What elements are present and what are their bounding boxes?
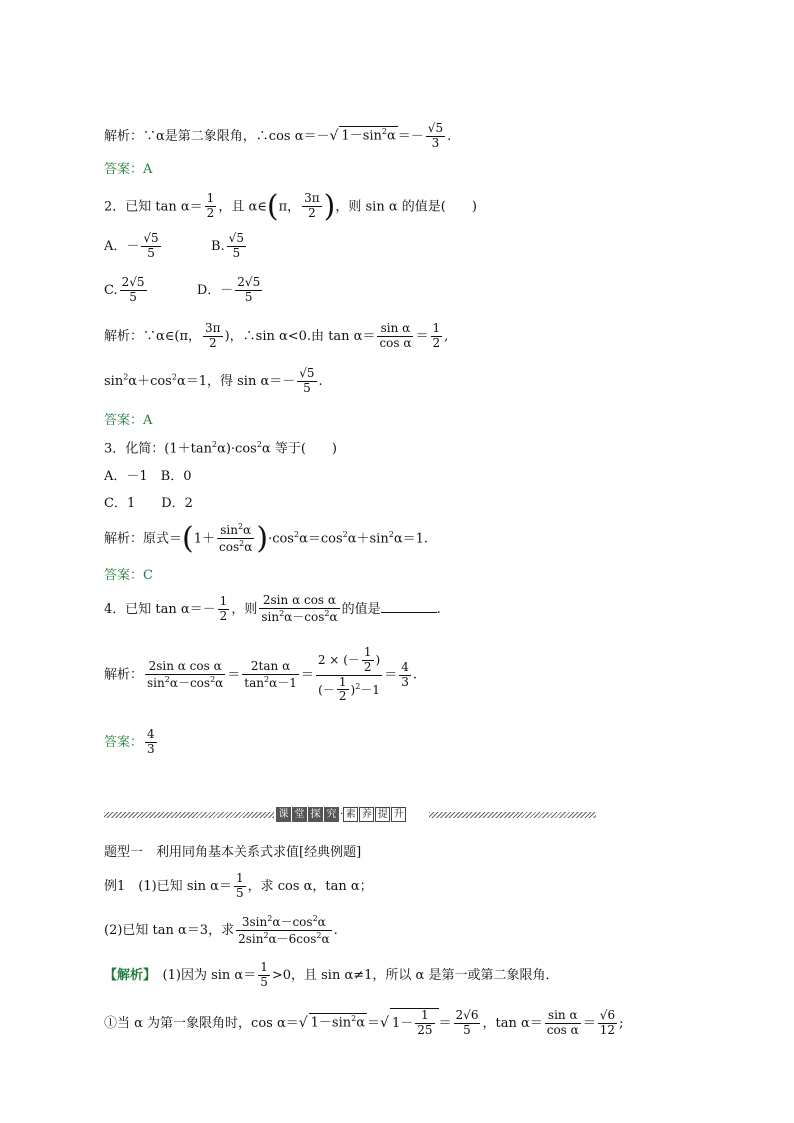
answer-value: A (143, 162, 153, 177)
text: ∵α是第二象限角，∴cos α＝－ (143, 128, 330, 144)
solution-example-1-case1: ①当 α 为第一象限角时，cos α＝√ $1-\sin^2\alpha$ ＝√ 1－ $\frac{1}{25}$ ＝ $\frac{2√6}{5}$ ，tan α＝ $\frac{\text{sin α}}{\text{cos α}}$ ＝ $\frac{√6}{12}$ ; (104, 1008, 624, 1037)
example-1-part1: 例1 (1)已知 sin α＝ $\frac{1}{5}$ ，求 cos α，tan α； (104, 871, 373, 900)
option-b: B. (210, 238, 225, 254)
analysis-tag: 【解析】 (104, 967, 150, 983)
fraction: $\frac{3\pi}{2}$ (304, 191, 320, 221)
option-a: A．－ (104, 238, 140, 254)
question-4: 4．已知 tan α＝－ $\frac{1}{2}$ ，则 $\frac{\text{2sin α cos α}}{\sin^2\alpha-\cos^2\alpha}$ 的值是 . (104, 593, 441, 624)
banner-stripe-left (104, 812, 274, 818)
question-2: 2．已知 tan α＝ $\frac{1}{2}$ ，且 α∈(π， $\frac{3\pi}{2}$ )，则 sin α 的值是( ) (104, 189, 477, 224)
sqrt: $1-\sin^2\alpha$ (341, 127, 396, 144)
analysis-label: 解析： (104, 328, 144, 344)
option-c: C. (104, 282, 118, 298)
fraction: $\frac{1}{2}$ (206, 191, 215, 221)
answer-value: $\frac{4}{3}$ (147, 727, 155, 756)
answer-label: 答案： (104, 413, 144, 428)
text: ，则 sin α 的值是( ) (335, 199, 477, 215)
analysis-label: 解析： (104, 531, 144, 547)
question-3-options-cd: C．1 D．2 (104, 496, 193, 511)
answer-2 (104, 413, 152, 429)
text: ，且 α∈ (218, 199, 267, 215)
banner-label: 课 堂 探 究 · 素 养 提 升 (276, 806, 407, 824)
example-1-part2: (2)已知 tan α＝3，求 $\frac{3\sin^2\alpha-\cos^2\alpha}{2\sin^2\alpha-6\cos^2\alpha}$ . (104, 914, 338, 946)
banner-stripe-right (429, 812, 596, 818)
answer-label: 答案： (104, 734, 144, 750)
answer-1 (104, 162, 152, 178)
analysis-label: 解析： (104, 667, 144, 683)
question-3-options-ab: A．－1 B．0 (104, 469, 192, 484)
fraction: $\frac{√5}{3}$ (427, 121, 444, 150)
option-d: D．－ (196, 282, 234, 298)
text: 2．已知 tan α＝ (104, 199, 203, 215)
answer-label: 答案： (104, 568, 144, 583)
solution-2: 解析：∵α∈(π， $\frac{3\pi}{2}$ )，∴sin α<0.由 tan α＝ $\frac{\text{sin α}}{\text{cos α}}$ ＝ $\frac{1}{2}$ , (104, 321, 449, 350)
question-2-options-ab: A．－ $\frac{√5}{5}$ B. $\frac{√5}{5}$ (104, 231, 244, 260)
answer-label: 答案： (104, 162, 144, 177)
text: ∵α∈(π， (143, 328, 202, 344)
answer-value: C (143, 568, 153, 583)
answer-value: A (143, 413, 153, 428)
text: )，∴sin α<0.由 tan α＝ (224, 328, 376, 344)
answer-3 (104, 568, 153, 584)
answer-blank[interactable] (381, 612, 437, 613)
solution-example-1: 【解析】 (1)因为 sin α＝ $\frac{1}{5}$ >0，且 sin α≠1，所以 α 是第一或第二象限角． (104, 960, 559, 989)
solution-3: 解析：原式＝(1＋ $\frac{\sin^2\alpha}{\cos^2\alpha}$ )$\cdot\cos^2\alpha=\cos^2\alpha+\sin^2\alpha=1$. (104, 521, 428, 556)
analysis-label: 解析： (104, 128, 144, 144)
type-1-title: 题型一 利用同角基本关系式求值[经典例题] (104, 845, 362, 860)
section-banner (104, 806, 596, 824)
text: ＝－ (397, 128, 424, 144)
answer-4 (104, 728, 159, 757)
solution-4: 解析： $\frac{\text{2sin α cos α}}{\sin^2\alpha-\cos^2\alpha}$ ＝ $\frac{\text{2tan α}}{\tan^2\alpha-1}$ ＝ 2 × (－ $\frac{1}{2}$ ) (－ $\frac{1}{2}$ )$^2$－1 ＝ $\frac{4}{3}$ . (104, 645, 418, 704)
solution-1: 解析：∵α是第二象限角，∴cos α＝－√ $1-\sin^2\alpha$ ＝－ $\frac{√5}{3}$ . (104, 121, 452, 150)
question-2-options-cd: C. $\frac{2√5}{5}$ D．－ $\frac{2√5}{5}$ (104, 275, 261, 304)
question-3: 3．化简：$(1+\tan^2\alpha)\cdot\cos^2\alpha$ 等于( ) (104, 440, 337, 457)
solution-2-line2: $\sin^2\alpha+\cos^2\alpha=1$，得 sin α＝－ $\frac{√5}{5}$ . (104, 366, 323, 395)
